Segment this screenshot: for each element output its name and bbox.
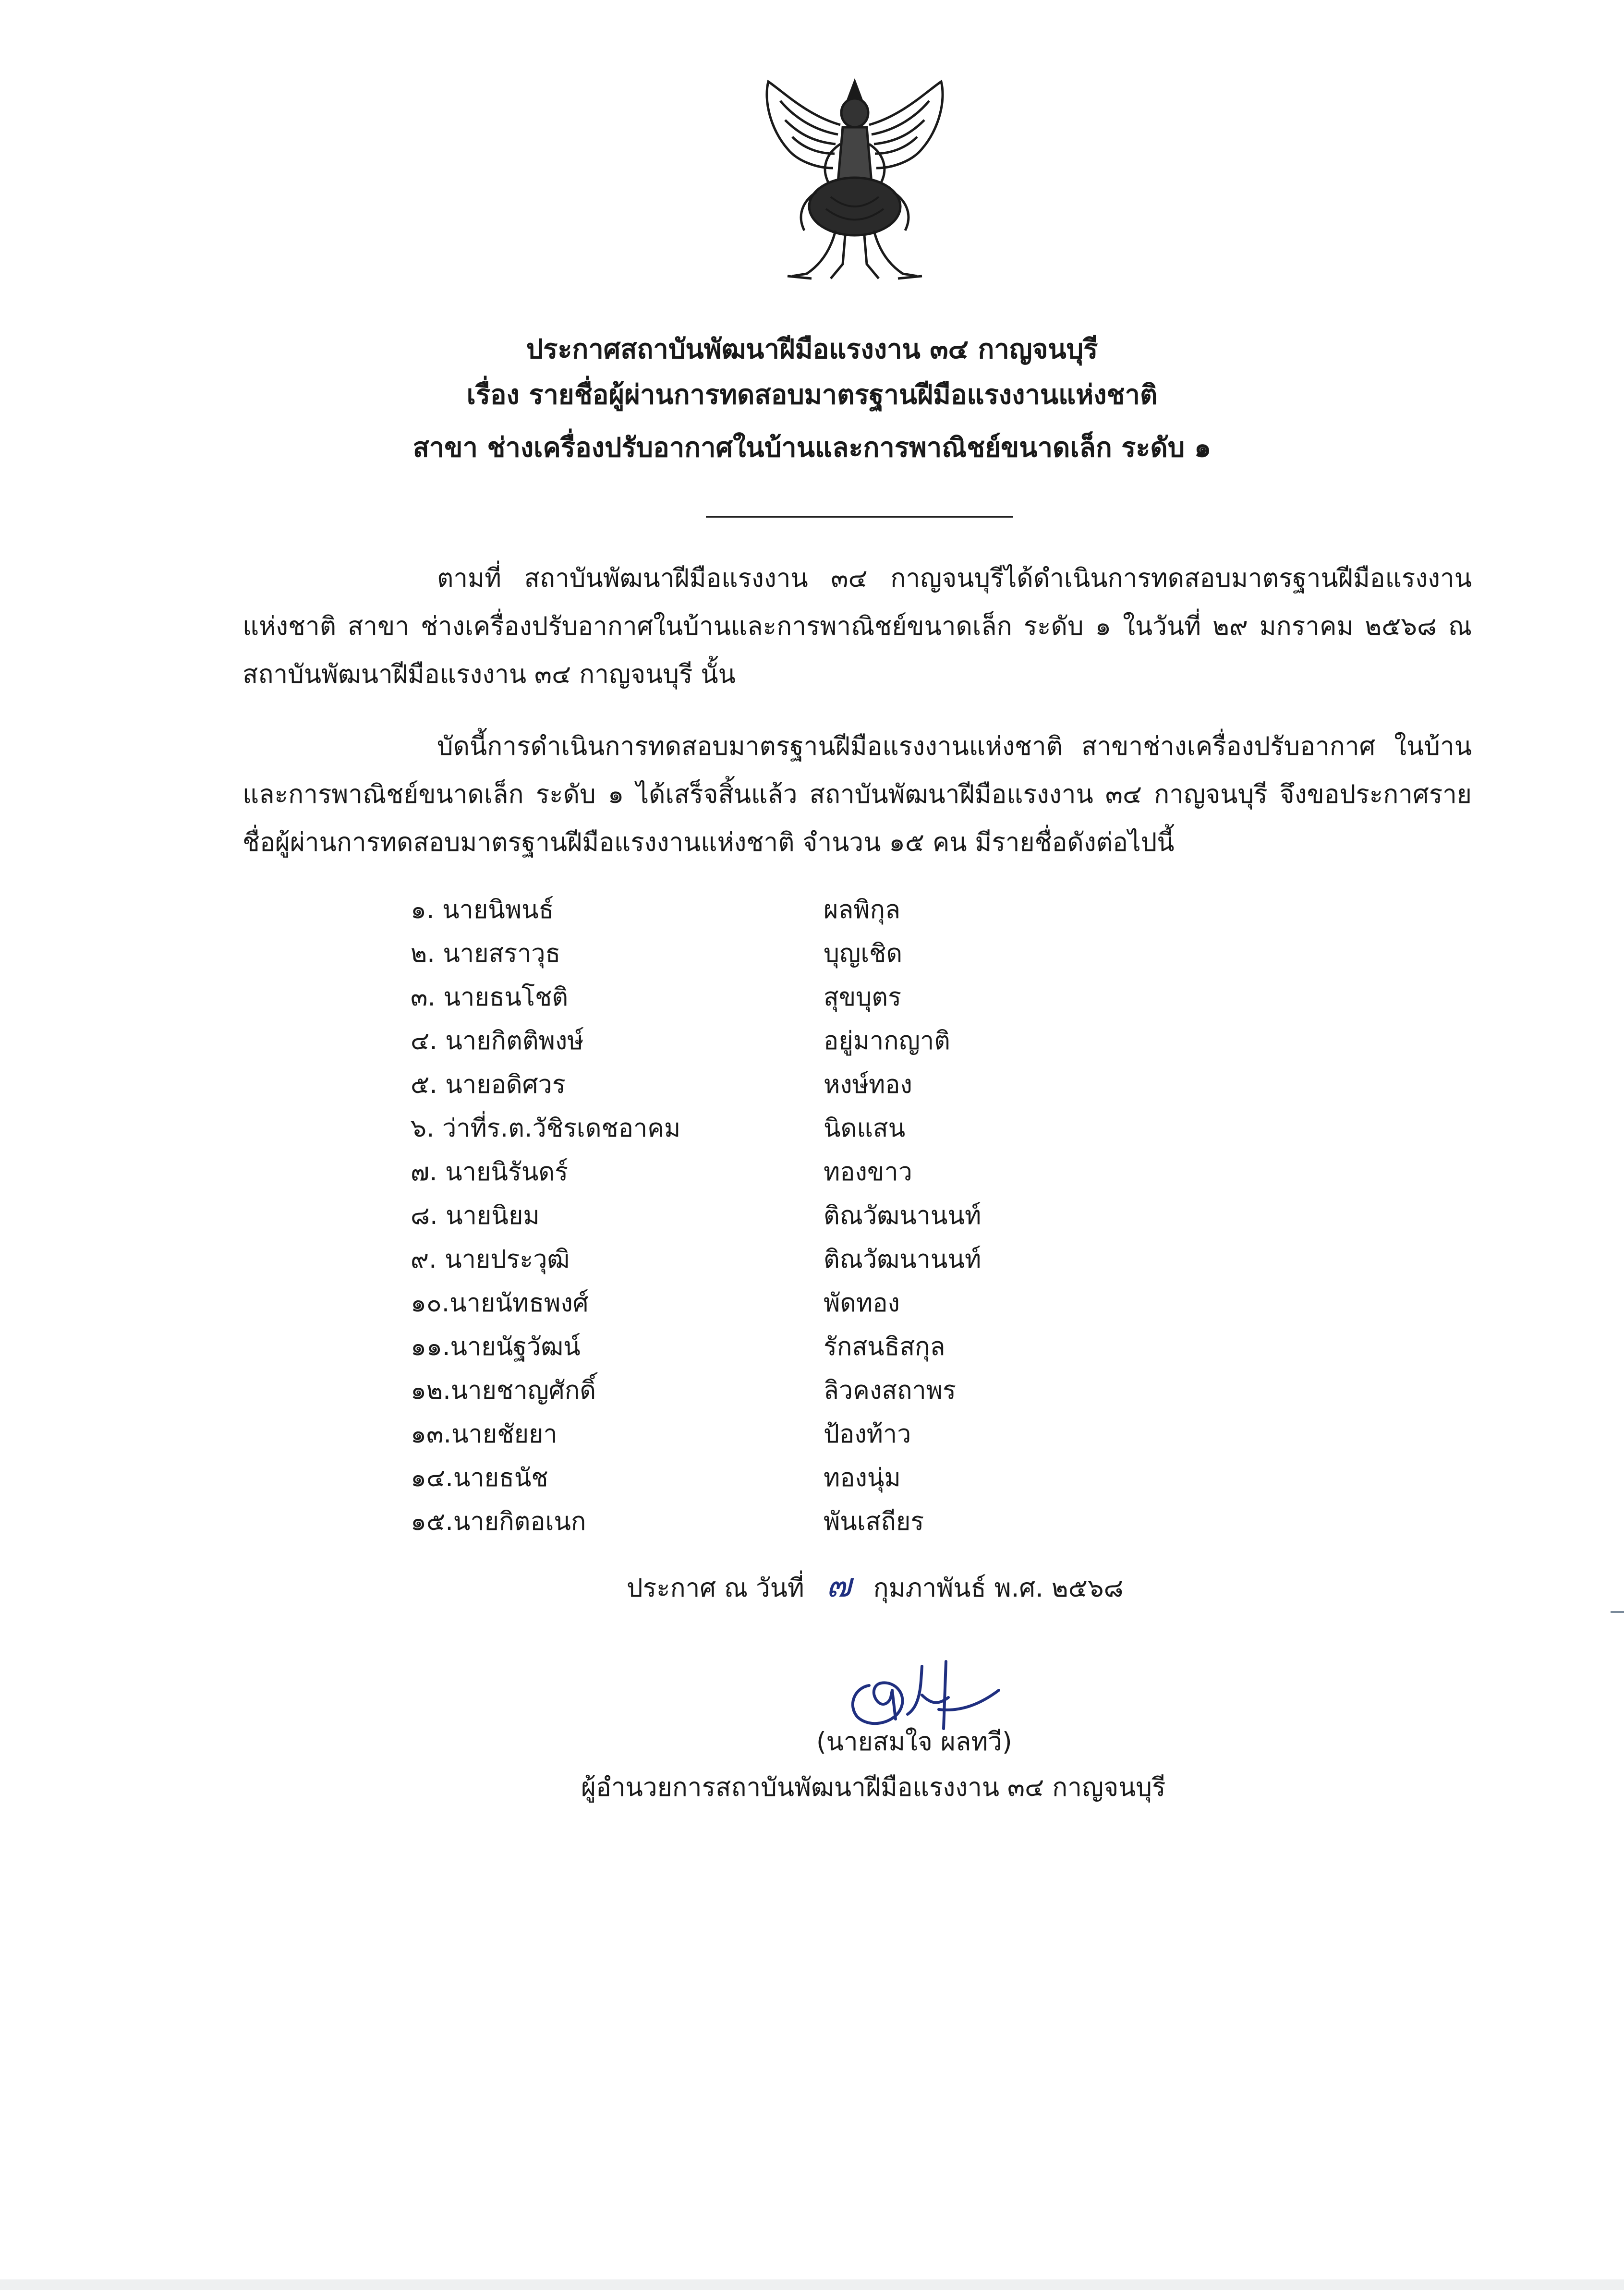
- announcement-date: [627, 1558, 1123, 1611]
- announcement-title: ประกาศสถาบันพัฒนาฝีมือแรงงาน ๓๔ กาญจนบุรี: [526, 334, 1098, 365]
- scan-bottom-edge: [0, 2279, 1624, 2290]
- last-name: ทองนุ่ม: [824, 1464, 901, 1492]
- first-name: ๑๕.นายกิตอเนก: [411, 1507, 586, 1536]
- last-name: พัดทอง: [824, 1289, 900, 1318]
- announcement-subject: เรื่อง รายชื่อผู้ผ่านการทดสอบมาตรฐานฝีมือแรงงานแห่งชาติ: [466, 379, 1158, 411]
- last-name: สุขบุตร: [824, 983, 901, 1012]
- last-name: ทองขาว: [824, 1158, 912, 1187]
- signer-name: (นายสมใจ ผลทวี): [816, 1727, 1012, 1757]
- first-name: ๑๑.นายนัฐวัฒน์: [411, 1333, 581, 1361]
- first-name: ๓. นายธนโชติ: [411, 983, 569, 1012]
- first-name: ๑๒.นายชาญศักดิ์: [411, 1376, 596, 1405]
- first-name: ๑๓.นายชัยยา: [411, 1420, 557, 1449]
- first-name: ๗. นายนิรันดร์: [411, 1158, 569, 1187]
- paragraph-1: [242, 555, 1472, 699]
- first-name: ๖. ว่าที่ร.ต.วัชิรเดชอาคม: [411, 1114, 681, 1143]
- first-name: ๙. นายประวุฒิ: [411, 1245, 570, 1274]
- date-day-handwritten: ๗: [826, 1565, 852, 1605]
- first-name: ๑๔.นายธนัช: [411, 1464, 548, 1492]
- signer-title: ผู้อำนวยการสถาบันพัฒนาฝีมือแรงงาน ๓๔ กาญจนบุรี: [581, 1773, 1166, 1802]
- header-divider: [706, 516, 1013, 518]
- first-name: ๒. นายสราวุธ: [411, 939, 561, 968]
- paragraph-2-text: บัดนี้การดำเนินการทดสอบมาตรฐานฝีมือแรงงานแห่งชาติ สาขาช่างเครื่องปรับอากาศ ในบ้านและการพาณิชย์ขนาดเล็ก ระดับ ๑ ได้เสร็จสิ้นแล้ว สถาบันพัฒนาฝีมือแรงงาน ๓๔ กาญจนบุรี จึงขอประกาศรายชื่อผู้ผ่านการทดสอบมาตรฐานฝีมือแรงงานแห่งชาติ จำนวน ๑๕ คน มีรายชื่อดังต่อไปนี้: [242, 732, 1472, 857]
- first-name: ๔. นายกิตติพงษ์: [411, 1027, 584, 1055]
- last-name: ผลพิกุล: [824, 896, 900, 924]
- last-name: ลิวคงสถาพร: [824, 1376, 956, 1405]
- last-name: นิดแสน: [824, 1114, 906, 1143]
- first-name: ๑๐.นายนัทธพงศ์: [411, 1289, 589, 1318]
- paragraph-2: [242, 723, 1472, 867]
- last-name: ป้องท้าว: [824, 1420, 911, 1449]
- last-name: ติณวัฒนานนท์: [824, 1201, 982, 1230]
- first-name: ๕. นายอดิศวร: [411, 1070, 566, 1099]
- last-name: บุญเชิด: [824, 939, 903, 968]
- last-name: ติณวัฒนานนท์: [824, 1245, 982, 1274]
- paragraph-1-text: ตามที่ สถาบันพัฒนาฝีมือแรงงาน ๓๔ กาญจนบุรีได้ดำเนินการทดสอบมาตรฐานฝีมือแรงงาน แห่งชาติ สาขา ช่างเครื่องปรับอากาศในบ้านและการพาณิชย์ขนาดเล็ก ระดับ ๑ ในวันที่ ๒๙ มกราคม ๒๕๖๘ ณ สถาบันพัฒนาฝีมือแรงงาน ๓๔ กาญจนบุรี นั้น: [242, 564, 1472, 689]
- announcement-branch: สาขา ช่างเครื่องปรับอากาศในบ้านและการพาณิชย์ขนาดเล็ก ระดับ ๑: [412, 432, 1212, 463]
- garuda-emblem-icon: [749, 72, 960, 298]
- date-suffix: กุมภาพันธ์ พ.ศ. ๒๕๖๘: [873, 1574, 1124, 1603]
- last-name: หงษ์ทอง: [824, 1070, 912, 1099]
- last-name: พันเสถียร: [824, 1507, 924, 1536]
- first-name: ๑. นายนิพนธ์: [411, 896, 554, 924]
- last-name: อยู่มากญาติ: [824, 1027, 950, 1055]
- date-prefix: ประกาศ ณ วันที่: [627, 1574, 804, 1603]
- scan-edge-mark: [1611, 1611, 1624, 1613]
- first-name: ๘. นายนิยม: [411, 1201, 540, 1230]
- last-name: รักสนธิสกุล: [824, 1333, 945, 1361]
